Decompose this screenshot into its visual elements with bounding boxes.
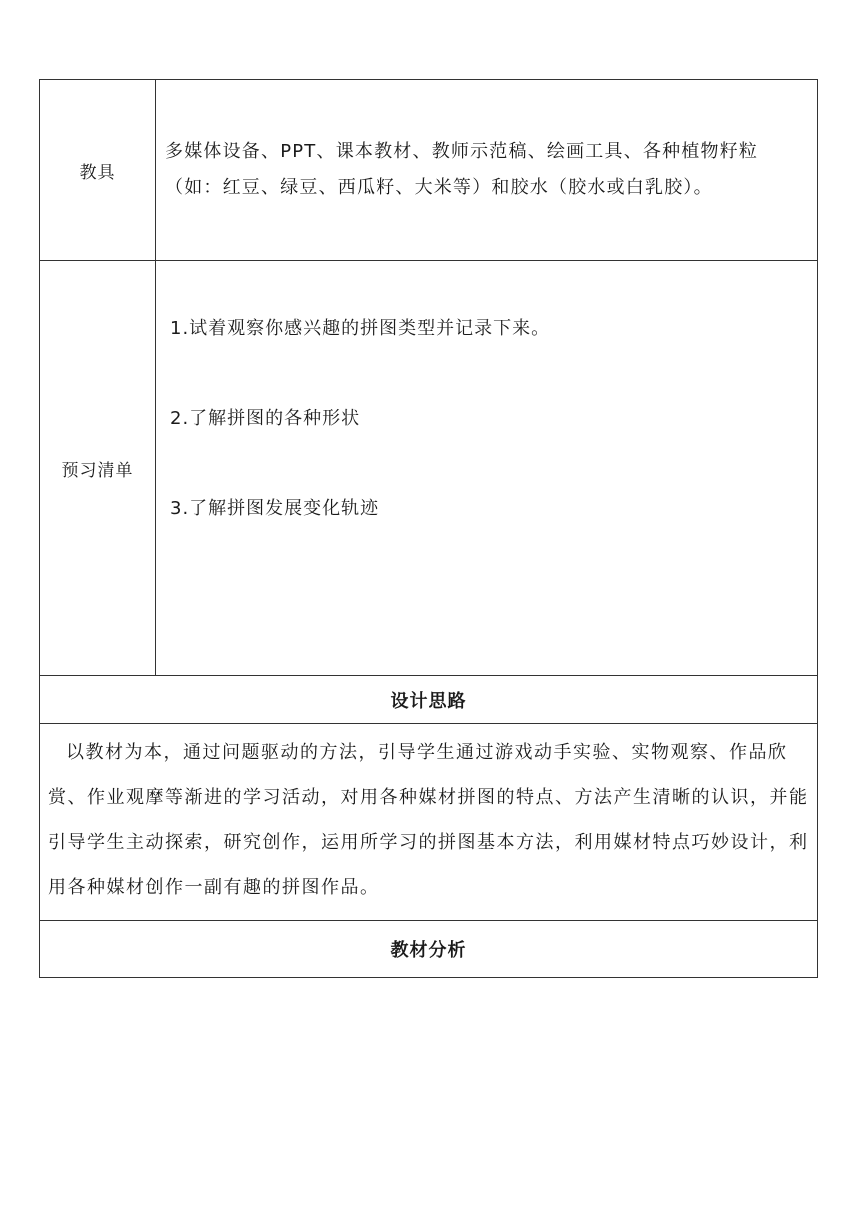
preview-item: 2.了解拼图的各种形状 xyxy=(170,408,361,429)
preview-item: 1.试着观察你感兴趣的拼图类型并记录下来。 xyxy=(170,318,551,339)
preview-label: 预习清单 xyxy=(40,261,156,676)
design-idea-row xyxy=(40,724,818,921)
design-idea-heading: 设计思路 xyxy=(40,676,818,724)
lesson-plan-table xyxy=(39,79,818,978)
tools-row xyxy=(40,80,818,261)
preview-row xyxy=(40,261,818,676)
tools-content: 多媒体设备、PPT、课本教材、教师示范稿、绘画工具、各种植物籽粒（如：红豆、绿豆、西瓜籽、大米等）和胶水（胶水或白乳胶）。 xyxy=(156,80,818,261)
design-idea-heading-row xyxy=(40,676,818,724)
preview-content xyxy=(156,261,818,676)
material-analysis-heading: 教材分析 xyxy=(40,921,818,978)
design-idea-content: 以教材为本，通过问题驱动的方法，引导学生通过游戏动手实验、实物观察、作品欣赏、作业观摩等渐进的学习活动，对用各种媒材拼图的特点、方法产生清晰的认识，并能引导学生主动探索，研究创作，运用所学习的拼图基本方法，利用媒材特点巧妙设计，利用各种媒材创作一副有趣的拼图作品。 xyxy=(40,724,818,921)
preview-item: 3.了解拼图发展变化轨迹 xyxy=(170,498,380,519)
material-analysis-row xyxy=(40,921,818,978)
tools-label: 教具 xyxy=(40,80,156,261)
